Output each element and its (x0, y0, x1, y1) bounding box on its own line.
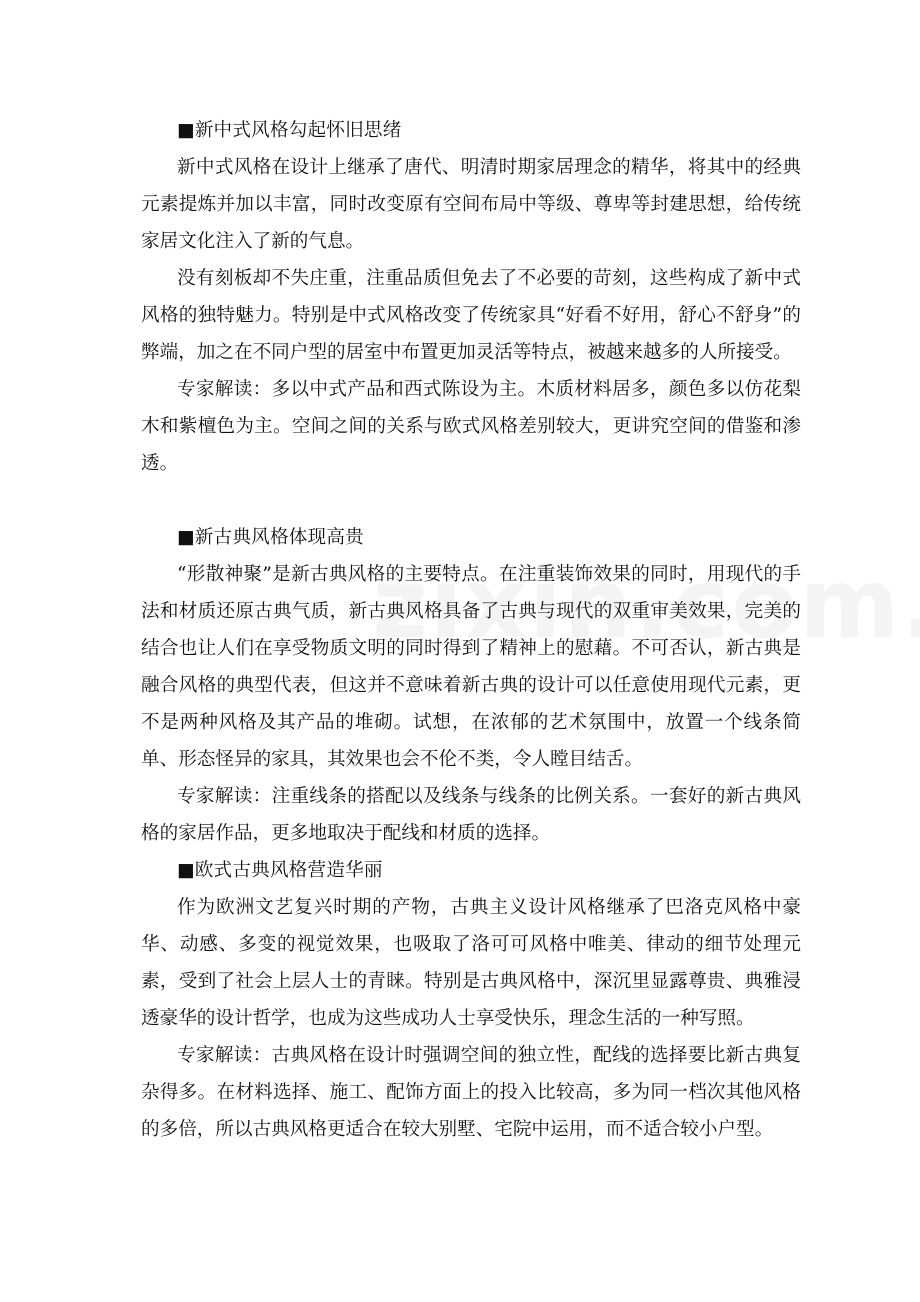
paragraph: 没有刻板却不失庄重，注重品质但免去了不必要的苛刻，这些构成了新中式风格的独特魅力。特别是中式风格改变了传统家具“好看不好用，舒心不舒身”的弊端，加之在不同户型的居室中布置更加灵活等特点，被越来越多的人所接受。 (141, 268, 801, 363)
paragraph: 新中式风格在设计上继承了唐代、明清时期家居理念的精华，将其中的经典元素提炼并加以丰富，同时改变原有空间布局中等级、尊卑等封建思想，给传统家居文化注入了新的气息。 (141, 157, 801, 252)
paragraph: 作为欧洲文艺复兴时期的产物，古典主义设计风格继承了巴洛克风格中豪华、动感、多变的视觉效果，也吸取了洛可可风格中唯美、律动的细节处理元素，受到了社会上层人士的青睐。特别是古典风格中，深沉里显露尊贵、典雅浸透豪华的设计哲学，也成为这些成功人士享受快乐，理念生活的一种写照。 (141, 897, 801, 1029)
paragraph: “形散神聚”是新古典风格的主要特点。在注重装饰效果的同时，用现代的手法和材质还原古典气质，新古典风格具备了古典与现代的双重审美效果，完美的结合也让人们在享受物质文明的同时得到了精神上的慰藉。不可否认，新古典是融合风格的典型代表，但这并不意味着新古典的设计可以任意使用现代元素，更不是两种风格及其产品的堆砌。试想，在浓郁的艺术氛围中，放置一个线条简单、形态怪异的家具，其效果也会不伦不类，令人瞠目结舌。 (141, 564, 801, 770)
section-heading-european-classical: ■欧式古典风格营造华丽 (177, 860, 383, 881)
section-heading-neo-classical: ■新古典风格体现高贵 (177, 527, 364, 548)
expert-commentary: 专家解读：注重线条的搭配以及线条与线条的比例关系。一套好的新古典风格的家居作品，更多地取决于配线和材质的选择。 (141, 786, 801, 844)
expert-commentary: 专家解读：多以中式产品和西式陈设为主。木质材料居多，颜色多以仿花梨木和紫檀色为主。空间之间的关系与欧式风格差别较大，更讲究空间的借鉴和渗透。 (141, 379, 801, 474)
section-heading-new-chinese: ■新中式风格勾起怀旧思绪 (177, 120, 402, 141)
expert-commentary: 专家解读：古典风格在设计时强调空间的独立性，配线的选择要比新古典复杂得多。在材料选择、施工、配饰方面上的投入比较高，多为同一档次其他风格的多倍，所以古典风格更适合在较大别墅、宅院中运用，而不适合较小户型。 (141, 1045, 801, 1140)
document-body (141, 112, 801, 1148)
spacer (141, 482, 801, 519)
